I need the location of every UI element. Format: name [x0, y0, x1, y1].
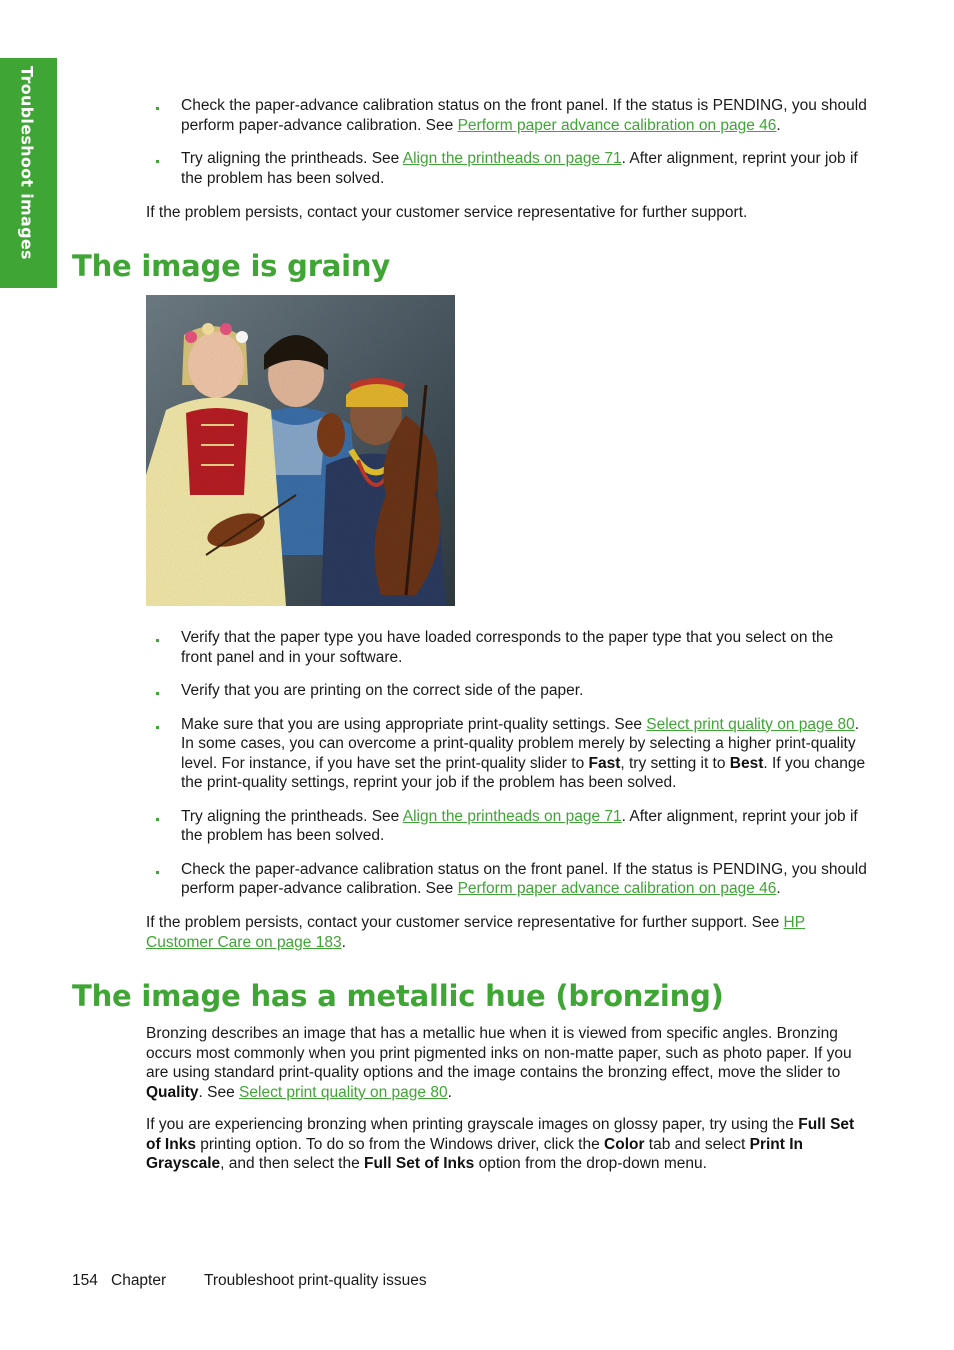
list-item: Verify that you are printing on the correct side of the paper.: [146, 681, 868, 701]
list-item: Verify that the paper type you have loaded corresponds to the paper type that you select on the front panel and in your software.: [146, 628, 868, 667]
link-hp-customer-care[interactable]: HP Customer Care on page 183: [146, 914, 806, 951]
bullet-icon: [156, 692, 159, 695]
chapter-side-tab: [0, 58, 57, 288]
top-bullet-list: [146, 96, 868, 202]
bullet-icon: [156, 726, 159, 729]
link-select-print-quality[interactable]: Select print quality on page 80: [239, 1083, 448, 1101]
grainy-persist-paragraph: If the problem persists, contact your customer service representative for further support. See HP Customer Care on page 183.: [146, 914, 806, 951]
grainy-bullet-list: [146, 628, 868, 913]
side-tab-label: Troubleshoot images: [17, 66, 37, 260]
bullet-icon: [156, 160, 159, 163]
link-align-printheads[interactable]: Align the printheads on page 71: [402, 150, 622, 167]
list-item: Check the paper-advance calibration status on the front panel. If the status is PENDING, you should perform paper-advance calibration. See Perform paper advance calibration on page 46.: [146, 96, 868, 135]
link-paper-advance-calibration[interactable]: Perform paper advance calibration on page 46: [457, 116, 777, 134]
chapter-title: Troubleshoot print-quality issues: [204, 1272, 427, 1289]
link-select-print-quality[interactable]: Select print quality on page 80: [646, 715, 855, 733]
link-align-printheads[interactable]: Align the printheads on page 71: [402, 807, 622, 825]
grainy-photo-illustration: [146, 295, 455, 606]
link-paper-advance-calibration[interactable]: Perform paper advance calibration on page 46: [457, 880, 777, 897]
list-item: Check the paper-advance calibration status on the front panel. If the status is PENDING, you should perform paper-advance calibration. See Perform paper advance calibration on page 46.: [146, 860, 868, 899]
chapter-label: Chapter: [111, 1272, 167, 1289]
list-item: Try aligning the printheads. See Align the printheads on page 71. After alignment, reprint your job if the problem has been solved.: [146, 807, 868, 846]
bullet-icon: [156, 639, 159, 642]
bullet-icon: [156, 107, 159, 110]
section-heading-grainy: The image is grainy: [72, 249, 391, 283]
bullet-icon: [156, 871, 159, 874]
grainy-photo: [146, 295, 455, 606]
page-number: 154: [72, 1272, 98, 1289]
section-heading-bronzing: The image has a metallic hue (bronzing): [72, 979, 724, 1013]
persist-paragraph: If the problem persists, contact your customer service representative for further support.: [146, 204, 748, 221]
bronzing-paragraph-2: If you are experiencing bronzing when printing grayscale images on glossy paper, try using the Full Set of Inks printing option. To do so from the Windows driver, click the Color tab and select Print In Grayscale, and then select the Full Set of Inks option from the drop-down menu.: [146, 1116, 855, 1172]
bullet-icon: [156, 818, 159, 821]
list-item: Make sure that you are using appropriate print-quality settings. See Select print quality on page 80. In some cases, you can overcome a print-quality problem merely by selecting a higher print-quality level. For instance, if you have set the print-quality slider to Fast, try setting it to Best. If you change the print-quality settings, reprint your job if the problem has been solved.: [146, 715, 868, 793]
bronzing-paragraph-1: Bronzing describes an image that has a metallic hue when it is viewed from specific angles. Bronzing occurs most commonly when you print pigmented inks on non-matte paper, such as photo paper. If you are using standard print-quality options and the image contains the bronzing effect, move the slider to Quality. See Select print quality on page 80.: [146, 1025, 852, 1101]
list-item: Try aligning the printheads. See Align the printheads on page 71. After alignment, reprint your job if the problem has been solved.: [146, 149, 868, 188]
